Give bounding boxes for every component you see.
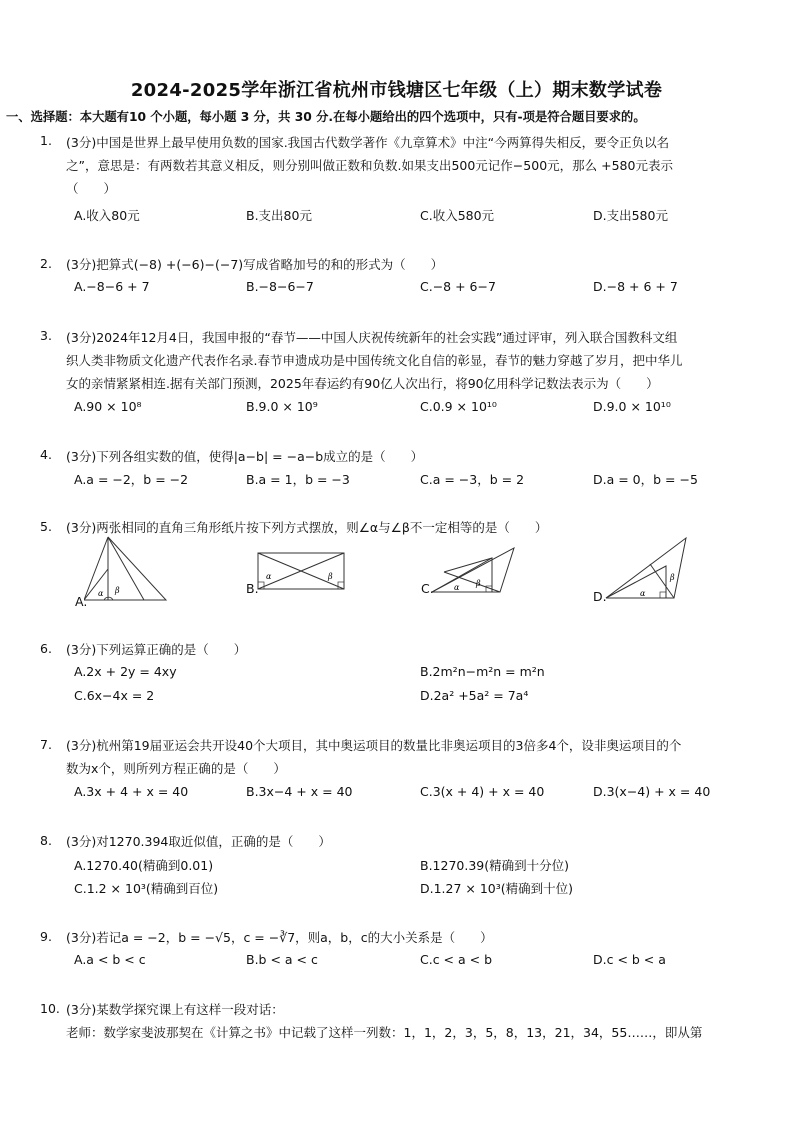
question-stem: (3分)对1270.394取近似值，正确的是（ ）	[66, 834, 331, 849]
option-b[interactable]: B.	[246, 581, 259, 596]
section-heading: 一、选择题：本大题有10 个小题，每小题 3 分，共 30 分.在每小题给出的四个选项中，只有-项是符合题目要求的。	[6, 110, 646, 124]
option-b[interactable]: B.b < a < c	[246, 952, 318, 967]
option-a[interactable]: A.−8−6 + 7	[74, 279, 150, 294]
question-number: 10.	[40, 1001, 60, 1016]
option-d[interactable]: D.2a² +5a² = 7a⁴	[420, 688, 529, 703]
option-d[interactable]: D.−8 + 6 + 7	[593, 279, 678, 294]
svg-text:β: β	[670, 573, 675, 582]
question-stem: (3分)两张相同的直角三角形纸片按下列方式摆放，则∠α与∠β不一定相等的是（ ）	[66, 520, 548, 535]
option-b[interactable]: B.9.0 × 10⁹	[246, 399, 318, 414]
alpha-label: α	[98, 589, 104, 598]
question-stem: (3分)2024年12月4日，我国申报的“春节——中国人庆祝传统新年的社会实践”通过评审，列入联合国教科文组 织人类非物质文化遗产代表作名录.春节申遗成功是中国传统文化自信的彰显，春节的魅力穿越了岁月，把中华儿 女的亲情紧紧相连.据有关部门预测，2025年春运约有90亿人次出行，将90亿用科学记数法表示为（ ）	[66, 330, 683, 391]
option-b[interactable]: B.a = 1，b = −3	[246, 472, 350, 487]
option-b[interactable]: B.1270.39(精确到十分位)	[420, 858, 569, 873]
option-a[interactable]: A.	[75, 594, 88, 609]
question-number: 2.	[40, 256, 52, 271]
question-stem: (3分)中国是世界上最早使用负数的国家.我国古代数学著作《九章算术》中注“今两算得失相反，要令正负以名 之”，意思是：有两数若其意义相反，则分别叫做正数和负数.如果支出500元记作−500元，那么 +580元表示 （ ）	[66, 135, 673, 196]
figure-a	[84, 534, 174, 606]
option-c[interactable]: C.	[421, 581, 434, 596]
figure-c	[430, 544, 520, 596]
option-d[interactable]: D.c < b < a	[593, 952, 666, 967]
option-a[interactable]: A.a = −2，b = −2	[74, 472, 189, 487]
option-a[interactable]: A.收入80元	[74, 208, 140, 223]
question-stem: (3分)把算式(−8) +(−6)−(−7)写成省略加号的和的形式为（ ）	[66, 257, 444, 272]
question-number: 4.	[40, 447, 52, 462]
figure-b	[256, 551, 348, 593]
question-number: 7.	[40, 737, 52, 752]
option-c[interactable]: C.a = −3，b = 2	[420, 472, 525, 487]
svg-text:β: β	[328, 572, 333, 581]
option-a[interactable]: A.2x + 2y = 4xy	[74, 664, 177, 679]
svg-text:β: β	[476, 579, 481, 588]
question-number: 3.	[40, 328, 52, 343]
option-d[interactable]: D.a = 0，b = −5	[593, 472, 698, 487]
option-c[interactable]: C.1.2 × 10³(精确到百位)	[74, 881, 219, 896]
svg-text:α: α	[454, 583, 460, 592]
question-stem: (3分)若记a = −2，b = −√5，c = −∛7，则a，b，c的大小关系是（ ）	[66, 930, 493, 945]
question-stem: (3分)杭州第19届亚运会共开设40个大项目，其中奥运项目的数量比非奥运项目的3倍多4个，设非奥运项目的个 数为x个，则所列方程正确的是（ ）	[66, 738, 682, 776]
beta-label: β	[115, 586, 120, 595]
figure-d	[604, 536, 690, 602]
question-stem: (3分)下列各组实数的值，使得|a−b| = −a−b成立的是（ ）	[66, 449, 424, 464]
option-b[interactable]: B.支出80元	[246, 208, 312, 223]
option-b[interactable]: B.2m²n−m²n = m²n	[420, 664, 545, 679]
svg-text:α: α	[640, 589, 646, 598]
question-number: 8.	[40, 833, 52, 848]
option-d[interactable]: D.9.0 × 10¹⁰	[593, 399, 671, 414]
option-d[interactable]: D.3(x−4) + x = 40	[593, 784, 711, 799]
option-b[interactable]: B.−8−6−7	[246, 279, 314, 294]
option-a[interactable]: A.1270.40(精确到0.01)	[74, 858, 214, 873]
option-c[interactable]: C.c < a < b	[420, 952, 493, 967]
option-c[interactable]: C.收入580元	[420, 208, 495, 223]
option-a[interactable]: A.90 × 10⁸	[74, 399, 142, 414]
option-c[interactable]: C.−8 + 6−7	[420, 279, 496, 294]
question-number: 9.	[40, 929, 52, 944]
svg-text:α: α	[266, 572, 272, 581]
option-c[interactable]: C.6x−4x = 2	[74, 688, 155, 703]
option-d[interactable]: D.支出580元	[593, 208, 668, 223]
option-c[interactable]: C.0.9 × 10¹⁰	[420, 399, 497, 414]
page-title: 2024-2025学年浙江省杭州市钱塘区七年级（上）期末数学试卷	[130, 80, 663, 101]
question-number: 6.	[40, 641, 52, 656]
question-stem: (3分)某数学探究课上有这样一段对话：	[66, 1002, 284, 1017]
option-d[interactable]: D.	[593, 589, 607, 604]
option-d[interactable]: D.1.27 × 10³(精确到十位)	[420, 881, 574, 896]
option-c[interactable]: C.3(x + 4) + x = 40	[420, 784, 545, 799]
question-number: 5.	[40, 519, 52, 534]
option-b[interactable]: B.3x−4 + x = 40	[246, 784, 353, 799]
option-a[interactable]: A.a < b < c	[74, 952, 146, 967]
option-a[interactable]: A.3x + 4 + x = 40	[74, 784, 189, 799]
question-number: 1.	[40, 133, 52, 148]
question-dialogue: 老师：数学家斐波那契在《计算之书》中记载了这样一列数：1，1，2，3，5，8，13，21，34，55……，即从第	[66, 1025, 703, 1040]
question-stem: (3分)下列运算正确的是（ ）	[66, 642, 247, 657]
